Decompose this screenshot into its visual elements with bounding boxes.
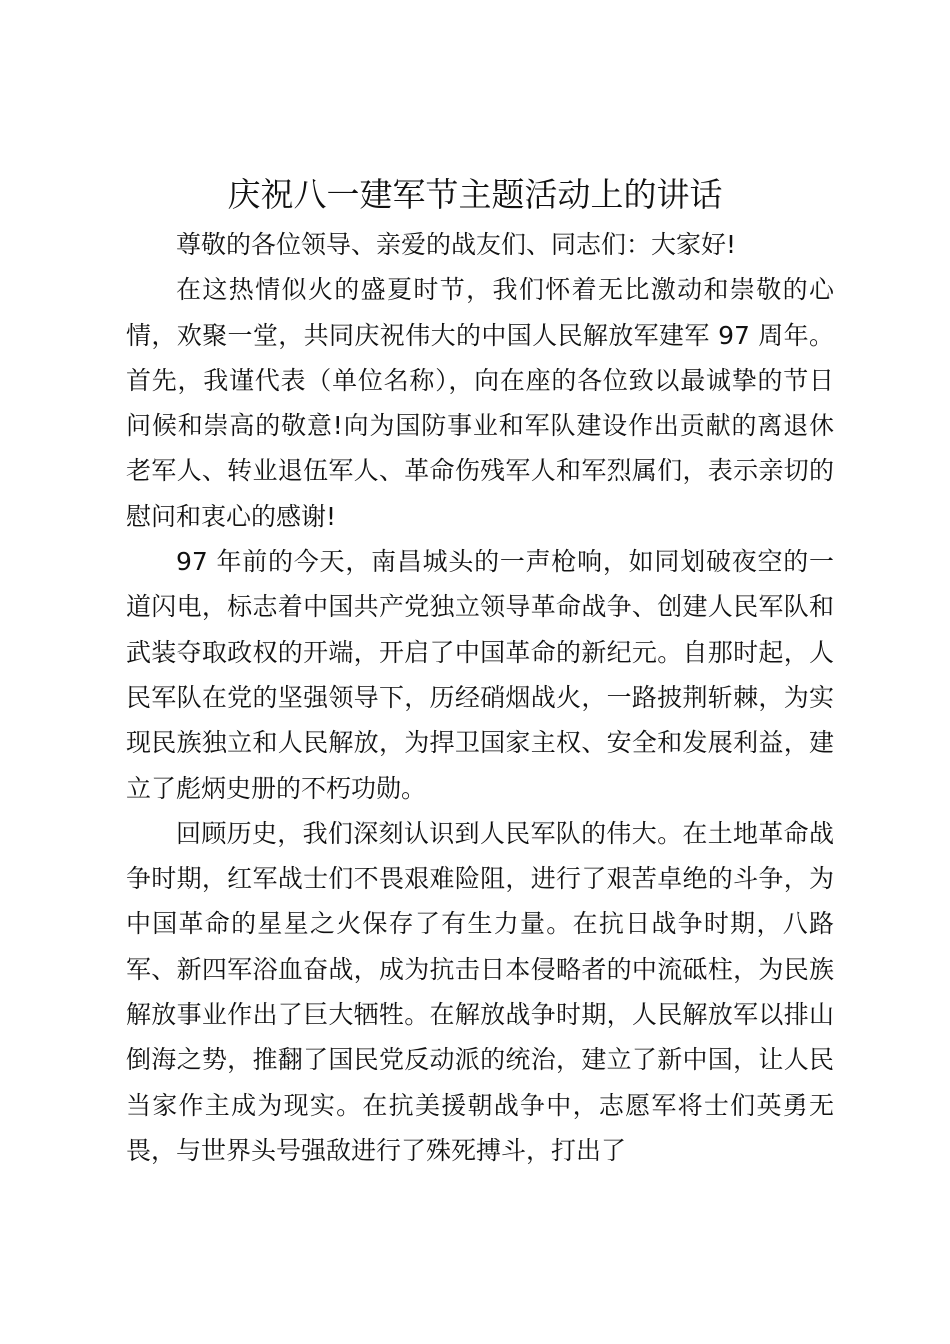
document-title: 庆祝八一建军节主题活动上的讲话 [227, 175, 723, 214]
paragraph-opening: 在这热情似火的盛夏时节，我们怀着无比激动和崇敬的心情，欢聚一堂，共同庆祝伟大的中国人民解放军建军 97 周年。首先，我谨代表（单位名称），向在座的各位致以最诚挚的节日问候和崇高的敬意!向为国防事业和军队建设作出贡献的离退休老军人、转业退伍军人、革命伤残军人和军烈属们，表示亲切的慰问和衷心的感谢! [126, 275, 834, 531]
paragraph-history-origin: 97 年前的今天，南昌城头的一声枪响，如同划破夜空的一道闪电，标志着中国共产党独立领导革命战争、创建人民军队和武装夺取政权的开端，开启了中国革命的新纪元。自那时起，人民军队在党的坚强领导下，历经硝烟战火，一路披荆斩棘，为实现民族独立和人民解放，为捍卫国家主权、安全和发展利益，建立了彪炳史册的不朽功勋。 [126, 547, 834, 803]
document-body [126, 222, 834, 1173]
paragraph-history-review: 回顾历史，我们深刻认识到人民军队的伟大。在土地革命战争时期，红军战士们不畏艰难险阻，进行了艰苦卓绝的斗争，为中国革命的星星之火保存了有生力量。在抗日战争时期，八路军、新四军浴血奋战，成为抗击日本侵略者的中流砥柱，为民族解放事业作出了巨大牺牲。在解放战争时期，人民解放军以排山倒海之势，推翻了国民党反动派的统治，建立了新中国，让人民当家作主成为现实。在抗美援朝战争中，志愿军将士们英勇无畏，与世界头号强敌进行了殊死搏斗，打出了 [126, 818, 834, 1165]
paragraph-greeting: 尊敬的各位领导、亲爱的战友们、同志们：大家好! [176, 230, 737, 259]
